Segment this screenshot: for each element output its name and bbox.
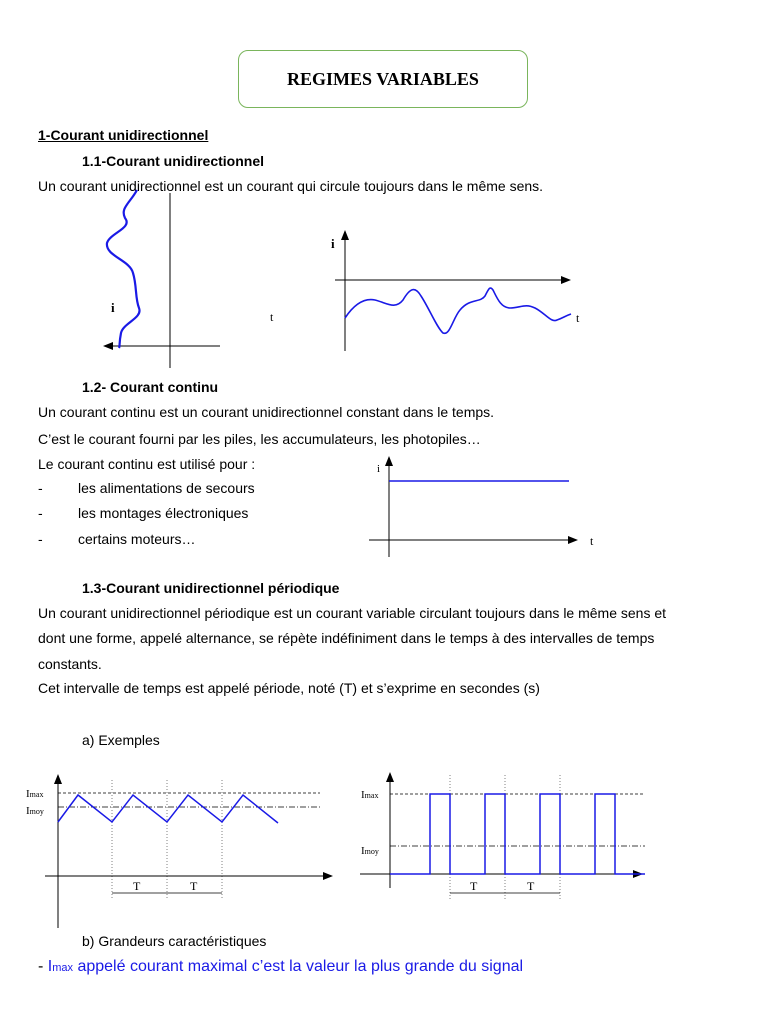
graph-direct-current [365,452,605,562]
bullet-text: les montages électroniques [78,505,249,521]
imax-subscript: max [52,962,74,974]
graph1-arrow [103,342,113,350]
examples-label: a) Exemples [82,732,160,748]
graph2-xlabel: t [576,311,580,325]
section-1-2-heading: 1.2- Courant continu [82,379,219,395]
graph4-period-label: T [133,879,141,893]
graph-unidirectional-2 [325,228,585,358]
graph3-xlabel: t [590,534,594,548]
section-1-2-line2: C’est le courant fourni par les piles, les accumulateurs, les photopiles… [38,431,481,447]
graph4-x-arrow [323,872,333,880]
section-1-3-heading: 1.3-Courant unidirectionnel périodique [82,580,340,596]
graph5-imax-label: Imax [361,789,379,801]
bullet-item: - les montages électroniques [38,505,249,521]
graph3-x-arrow [568,536,578,544]
graph4-signal [58,795,278,823]
section-1-1-heading: 1.1-Courant unidirectionnel [82,153,265,169]
imax-dash: - [38,958,44,975]
graph-square-periodic [355,770,655,930]
graph-unidirectional-1 [95,188,235,378]
page-title-text: REGIMES VARIABLES [287,68,479,89]
section-1-heading: 1-Courant unidirectionnel [38,127,209,143]
imax-definition [38,958,523,976]
imax-symbol: I [47,958,53,975]
characteristics-label: b) Grandeurs caractéristiques [82,933,267,949]
bullet-item: - certains moteurs… [38,531,196,547]
section-1-3-para3: constants. [38,656,102,672]
graph5-signal [390,794,645,874]
graph3-y-arrow [385,456,393,466]
section-1-2-line3: Le courant continu est utilisé pour : [38,456,256,472]
graph5-period-label: T [470,879,478,893]
graph1-ylabel: i [111,300,115,315]
section-1-2-line1: Un courant continu est un courant unidirectionnel constant dans le temps. [38,404,495,420]
graph5-period-label: T [527,879,535,893]
section-1-3-para2: dont une forme, appelé alternance, se répète indéfiniment dans le temps à des intervalles de temps [38,630,655,646]
section-1-3-para4: Cet intervalle de temps est appelé période, noté (T) et s’exprime en secondes (s) [38,680,540,696]
graph-triangle-periodic [20,770,340,930]
imax-definition-text: appelé courant maximal c’est la valeur la plus grande du signal [73,958,524,975]
graph3-ylabel: i [377,463,381,475]
graph2-x-arrow [561,276,571,284]
graph2-signal [345,288,571,333]
graph4-imoy-label: Imoy [26,805,44,817]
graph2-ylabel: i [331,236,335,251]
graph1-xlabel: t [270,310,274,324]
graph4-y-arrow [54,774,62,784]
graph4-imax-label: Imax [26,788,44,800]
graph5-y-arrow [386,772,394,782]
section-1-3-para1: Un courant unidirectionnel périodique est un courant variable circulant toujours dans le même sens et [38,605,667,621]
section-1-1-text: Un courant unidirectionnel est un courant qui circule toujours dans le même sens. [38,178,544,194]
graph5-imoy-label: Imoy [361,845,379,857]
graph2-y-arrow [341,230,349,240]
bullet-item: - les alimentations de secours [38,480,255,496]
bullet-text: certains moteurs… [78,531,196,547]
graph4-period-label: T [190,879,198,893]
graph1-signal [107,190,140,348]
page-title [238,50,528,108]
bullet-text: les alimentations de secours [78,480,255,496]
